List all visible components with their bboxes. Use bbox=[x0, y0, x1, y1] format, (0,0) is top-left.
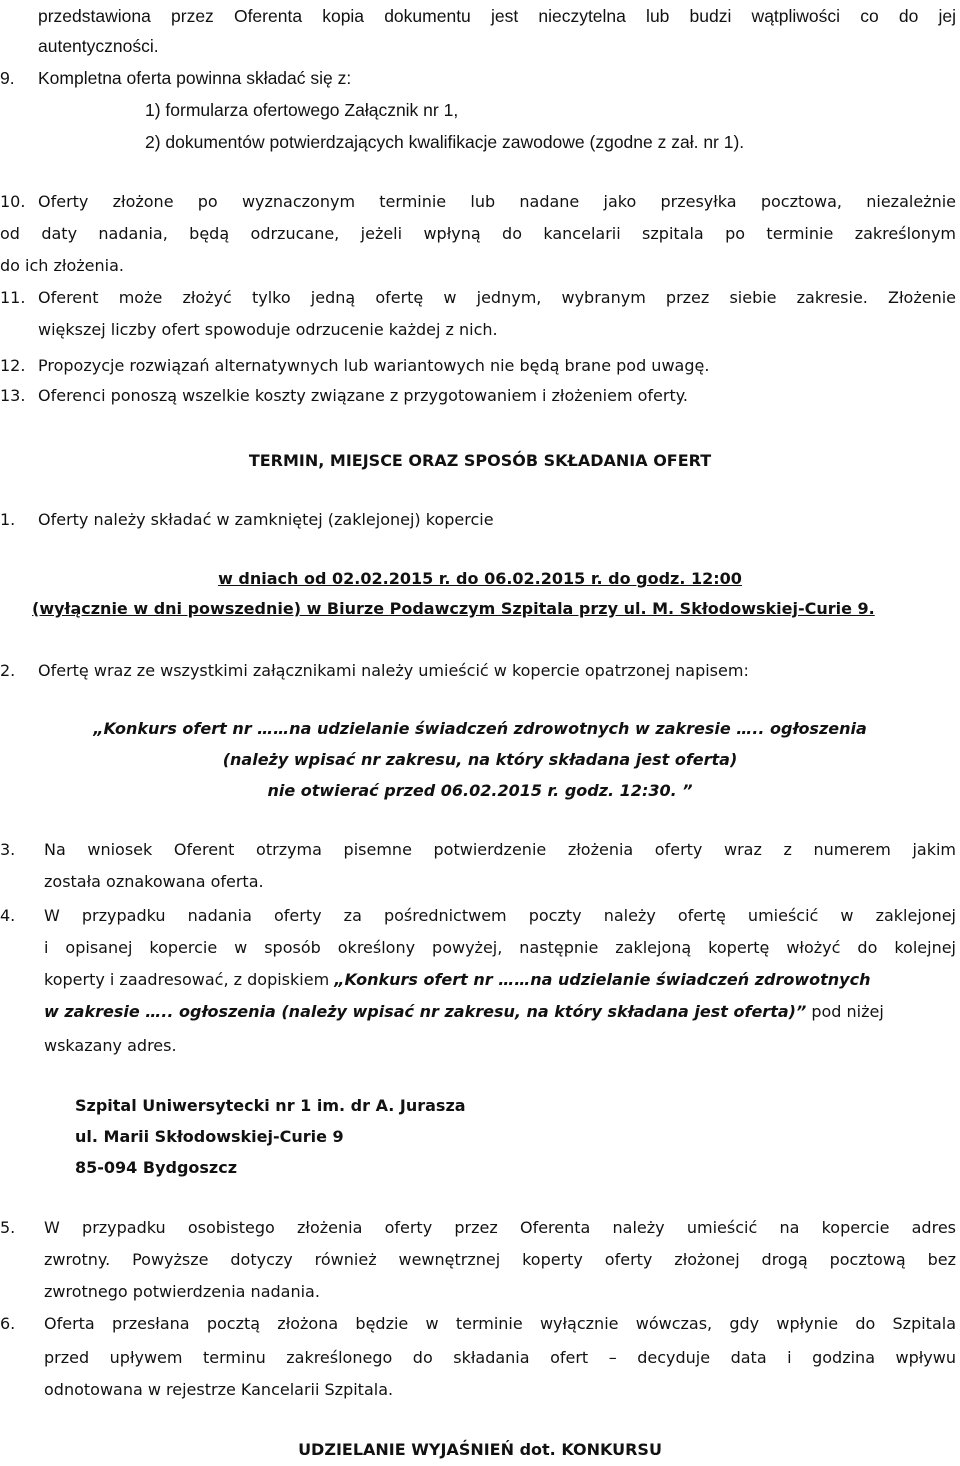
item-number: 5. bbox=[0, 1218, 16, 1237]
item-number: 6. bbox=[0, 1314, 16, 1333]
address-line: Szpital Uniwersytecki nr 1 im. dr A. Jurasza bbox=[75, 1096, 466, 1115]
section-item-1 bbox=[0, 504, 960, 536]
item-text: pod niżej bbox=[811, 1002, 884, 1021]
item-number: 13. bbox=[0, 386, 26, 405]
item-text: Oferty złożone po wyznaczonym terminie lub nadane jako przesyłka pocztowa, niezależnie bbox=[38, 192, 956, 211]
dates-line: w dniach od 02.02.2015 r. do 06.02.2015 r. do godz. 12:00 bbox=[218, 569, 742, 588]
address-line: 85-094 Bydgoszcz bbox=[75, 1158, 238, 1177]
item-number: 10. bbox=[0, 192, 26, 211]
item-text: zwrotny. Powyższe dotyczy również wewnętrznej koperty oferty złożonej drogą pocztową bez bbox=[44, 1250, 956, 1269]
envelope-label-line: nie otwierać przed 06.02.2015 r. godz. 12:30. ” bbox=[267, 781, 693, 800]
text-line: autentyczności. bbox=[38, 36, 159, 56]
item-number: 11. bbox=[0, 288, 26, 307]
item-text: od daty nadania, będą odrzucane, jeżeli wpłyną do kancelarii szpitala po terminie zakreślonym bbox=[0, 224, 956, 243]
section-item-2 bbox=[0, 655, 960, 687]
item-number: 3. bbox=[0, 840, 16, 859]
item-text: koperty i zaadresować, z dopiskiem bbox=[44, 970, 330, 989]
item-text: Ofertę wraz ze wszystkimi załącznikami należy umieścić w kopercie opatrzonej napisem: bbox=[38, 661, 749, 680]
section-heading: TERMIN, MIEJSCE ORAZ SPOSÓB SKŁADANIA OFERT bbox=[248, 451, 712, 470]
item-text: wskazany adres. bbox=[44, 1036, 177, 1055]
item-text: do ich złożenia. bbox=[0, 256, 124, 275]
item-text: W przypadku nadania oferty za pośrednictwem poczty należy ofertę umieścić w zaklejonej bbox=[44, 906, 956, 925]
item-text-mixed bbox=[44, 964, 956, 996]
item-text: Oferenci ponoszą wszelkie koszty związane z przygotowaniem i złożeniem oferty. bbox=[38, 386, 688, 405]
item-text-mixed bbox=[44, 996, 956, 1028]
item-text: większej liczby ofert spowoduje odrzucenie każdej z nich. bbox=[38, 320, 498, 339]
envelope-label-line: „Konkurs ofert nr ……na udzielanie świadczeń zdrowotnych w zakresie ….. ogłoszenia bbox=[93, 719, 867, 738]
item-text-emphasis: w zakresie ….. ogłoszenia (należy wpisać nr zakresu, na który składana jest oferta)” bbox=[44, 1002, 807, 1021]
location-line: (wyłącznie w dni powszednie) w Biurze Podawczym Szpitala przy ul. M. Skłodowskiej-Curie 9. bbox=[32, 599, 875, 618]
sub-item-2: 2) dokumentów potwierdzających kwalifikacje zawodowe (zgodne z zał. nr 1). bbox=[145, 132, 745, 152]
envelope-label-line: (należy wpisać nr zakresu, na który składana jest oferta) bbox=[222, 750, 738, 769]
item-text: Propozycje rozwiązań alternatywnych lub wariantowych nie będą brane pod uwagę. bbox=[38, 356, 710, 375]
item-number: 12. bbox=[0, 356, 26, 375]
item-text: przed upływem terminu zakreślonego do składania ofert – decyduje data i godzina wpływu bbox=[44, 1348, 956, 1367]
item-text: Kompletna oferta powinna składać się z: bbox=[38, 68, 352, 88]
item-text: Oferty należy składać w zamkniętej (zaklejonej) kopercie bbox=[38, 510, 494, 529]
item-text: Oferta przesłana pocztą złożona będzie w terminie wyłącznie wówczas, gdy wpłynie do Szpitala bbox=[44, 1314, 956, 1333]
item-text: odnotowana w rejestrze Kancelarii Szpitala. bbox=[44, 1380, 394, 1399]
text-line: przedstawiona przez Oferenta kopia dokumentu jest nieczytelna lub budzi wątpliwości co do jej bbox=[38, 6, 956, 26]
item-text: Oferent może złożyć tylko jedną ofertę w jednym, wybranym przez siebie zakresie. Złożenie bbox=[38, 288, 956, 307]
item-12 bbox=[0, 350, 960, 382]
item-9 bbox=[0, 62, 960, 94]
address-line: ul. Marii Skłodowskiej-Curie 9 bbox=[75, 1127, 344, 1146]
item-13 bbox=[0, 380, 960, 412]
item-text: W przypadku osobistego złożenia oferty przez Oferenta należy umieścić na kopercie adres bbox=[44, 1218, 956, 1237]
item-text-emphasis: „Konkurs ofert nr ……na udzielanie świadczeń zdrowotnych bbox=[334, 970, 871, 989]
item-number: 2. bbox=[0, 661, 16, 680]
item-text: Na wniosek Oferent otrzyma pisemne potwierdzenie złożenia oferty wraz z numerem jakim bbox=[44, 840, 956, 859]
item-number: 1. bbox=[0, 510, 16, 529]
item-text: została oznakowana oferta. bbox=[44, 872, 264, 891]
sub-item-1: 1) formularza ofertowego Załącznik nr 1, bbox=[145, 100, 459, 120]
item-number: 9. bbox=[0, 68, 15, 88]
item-number: 4. bbox=[0, 906, 16, 925]
item-text: i opisanej kopercie w sposób określony powyżej, następnie zaklejoną kopertę włożyć do kolejnej bbox=[44, 938, 956, 957]
item-text: zwrotnego potwierdzenia nadania. bbox=[44, 1282, 320, 1301]
section-heading: UDZIELANIE WYJAŚNIEŃ dot. KONKURSU bbox=[298, 1440, 662, 1459]
